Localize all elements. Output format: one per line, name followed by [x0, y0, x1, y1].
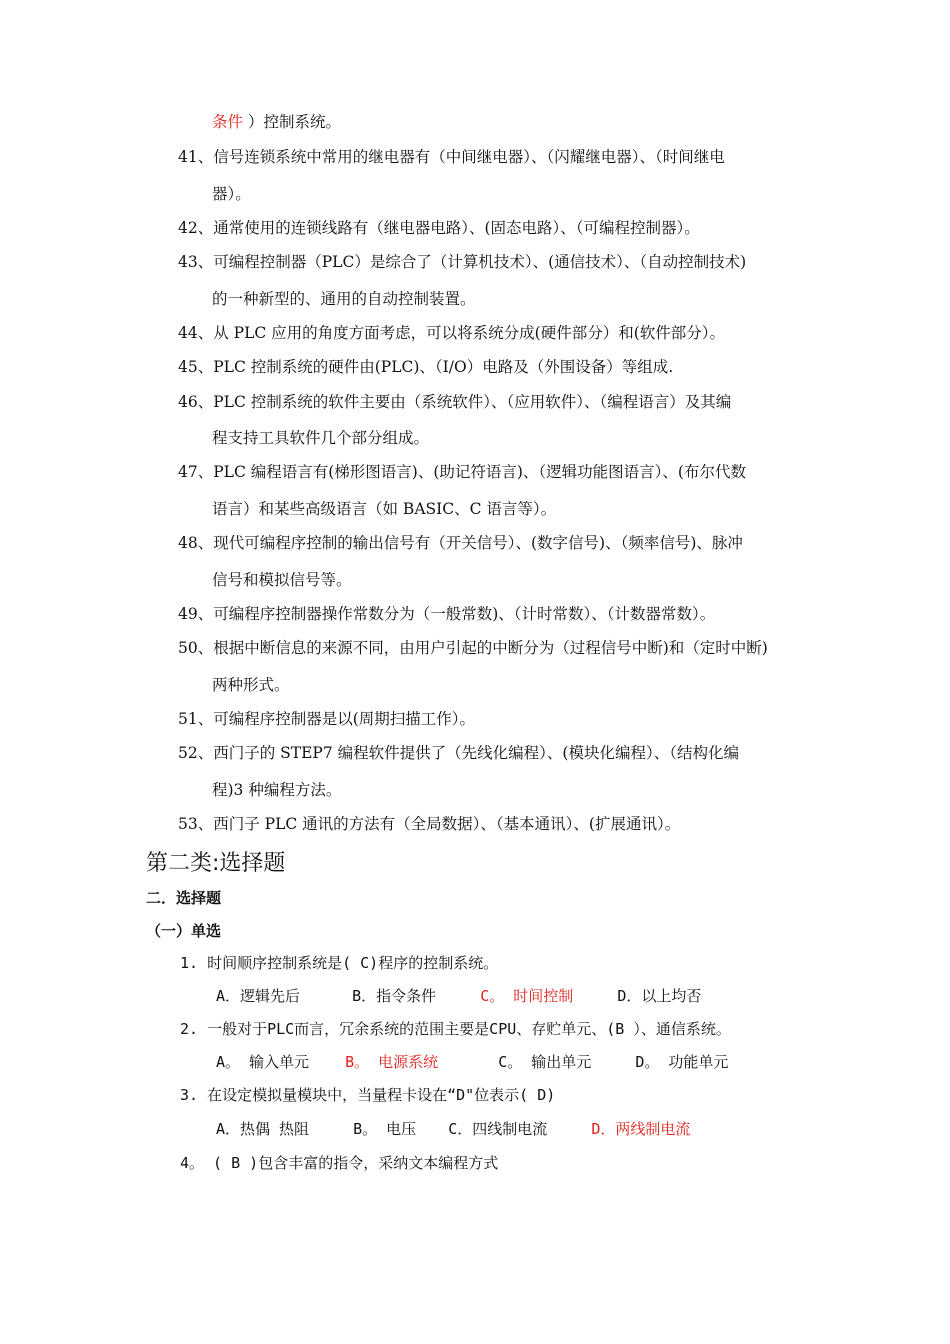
item-number: 51、 [178, 710, 214, 728]
fill-text: ）控制系统。 [243, 113, 341, 131]
answer-highlight: 条件 [212, 113, 244, 131]
section-title: 第二类:选择题 [146, 851, 286, 876]
option-b: B。 电压 [353, 1120, 417, 1138]
fill-item-43 [178, 252, 746, 272]
item-text: 通常使用的连锁线路有（继电器电路）、(固态电路）、（可编程控制器）。 [213, 219, 700, 237]
fill-item-51 [178, 709, 475, 729]
item-number: 52、 [178, 744, 214, 762]
item-text: 信号连锁系统中常用的继电器有（中间继电器）、（闪耀继电器）、（时间继电 [213, 148, 725, 166]
fill-item-52 [178, 743, 739, 763]
item-number: 49、 [178, 605, 214, 623]
option-c: C。 时间控制 [480, 987, 574, 1005]
item-text: PLC 控制系统的软件主要由（系统软件）、（应用软件）、（编程语言）及其编 [213, 393, 732, 411]
item-text: 现代可编程序控制的输出信号有（开关信号）、(数字信号)、（频率信号)、脉冲 [213, 534, 743, 552]
subsection-title: 二．选择题 [146, 889, 222, 907]
item-number: 47、 [178, 463, 214, 481]
item-number: 41、 [178, 148, 214, 166]
fill-item-43-cont: 的一种新型的、通用的自动控制装置。 [212, 290, 476, 308]
fill-item-50-cont: 两种形式。 [212, 676, 290, 694]
fill-item-49 [178, 604, 715, 624]
question-2-options [216, 1052, 728, 1072]
fill-item-48 [178, 533, 743, 553]
fill-item-46-cont: 程支持工具软件几个部分组成。 [212, 429, 430, 447]
fill-item-42 [178, 218, 700, 238]
question-1: 1. 时间顺序控制系统是( C)程序的控制系统。 [180, 954, 499, 972]
question-4: 4。 ( B )包含丰富的指令，采纳文本编程方式 [180, 1154, 499, 1172]
question-2: 2. 一般对于PLC而言，冗余系统的范围主要是CPU、存贮单元、(B ）、通信系统。 [180, 1020, 731, 1038]
item-number: 46、 [178, 393, 214, 411]
fill-item-48-cont: 信号和模拟信号等。 [212, 571, 352, 589]
fill-item-52-cont: 程)3 种编程方法。 [212, 781, 342, 799]
item-number: 44、 [178, 324, 214, 342]
fill-item-47 [178, 462, 746, 482]
option-a: A．逻辑先后 [216, 987, 301, 1005]
item-text: PLC 编程语言有(梯形图语言)、(助记符语言)、（逻辑功能图语言）、(布尔代数 [213, 463, 746, 481]
item-text: 可编程序控制器操作常数分为（一般常数)、（计时常数）、（计数器常数）。 [213, 605, 716, 623]
question-1-options [216, 986, 701, 1006]
fill-item-41-cont: 器）。 [212, 185, 251, 203]
option-d: D．两线制电流 [591, 1120, 691, 1138]
item-number: 45、 [178, 358, 214, 376]
option-a: A。 输入单元 [216, 1053, 310, 1071]
fill-item-47-cont: 语言）和某些高级语言（如 BASIC、C 语言等）。 [212, 500, 557, 518]
subsubsection-title: （一）单选 [146, 922, 222, 940]
fill-item-45 [178, 357, 673, 377]
fill-item-46 [178, 392, 731, 412]
fill-item-50 [178, 638, 768, 658]
item-text: 可编程序控制器是以(周期扫描工作）。 [213, 710, 476, 728]
question-3: 3. 在设定模拟量模块中，当量程卡设在“D"位表示( D) [180, 1086, 556, 1104]
option-c: C．四线制电流 [448, 1120, 548, 1138]
item-number: 42、 [178, 219, 214, 237]
option-b: B．指令条件 [352, 987, 437, 1005]
item-text: 从 PLC 应用的角度方面考虑，可以将系统分成(硬件部分）和(软件部分）。 [213, 324, 726, 342]
question-3-options [216, 1119, 690, 1139]
fill-line-40-cont [212, 112, 341, 132]
option-b: B。 电源系统 [345, 1053, 439, 1071]
item-number: 43、 [178, 253, 214, 271]
item-text: 可编程控制器（PLC）是综合了（计算机技术）、(通信技术）、（自动控制技术) [213, 253, 747, 271]
option-a: A．热偶 热阻 [216, 1120, 310, 1138]
option-c: C。 输出单元 [498, 1053, 592, 1071]
item-number: 50、 [178, 639, 214, 657]
item-text: 西门子 PLC 通讯的方法有（全局数据）、（基本通讯）、(扩展通讯）。 [213, 815, 681, 833]
item-text: 根据中断信息的来源不同，由用户引起的中断分为（过程信号中断)和（定时中断) [213, 639, 768, 657]
item-text: PLC 控制系统的硬件由(PLC)、（I/O）电路及（外围设备）等组成. [213, 358, 674, 376]
fill-item-53 [178, 814, 680, 834]
fill-item-41 [178, 147, 725, 167]
fill-item-44 [178, 323, 725, 343]
item-text: 西门子的 STEP7 编程软件提供了（先线化编程）、(模块化编程）、（结构化编 [213, 744, 739, 762]
item-number: 53、 [178, 815, 214, 833]
option-d: D。 功能单元 [635, 1053, 729, 1071]
item-number: 48、 [178, 534, 214, 552]
option-d: D．以上均否 [617, 987, 702, 1005]
